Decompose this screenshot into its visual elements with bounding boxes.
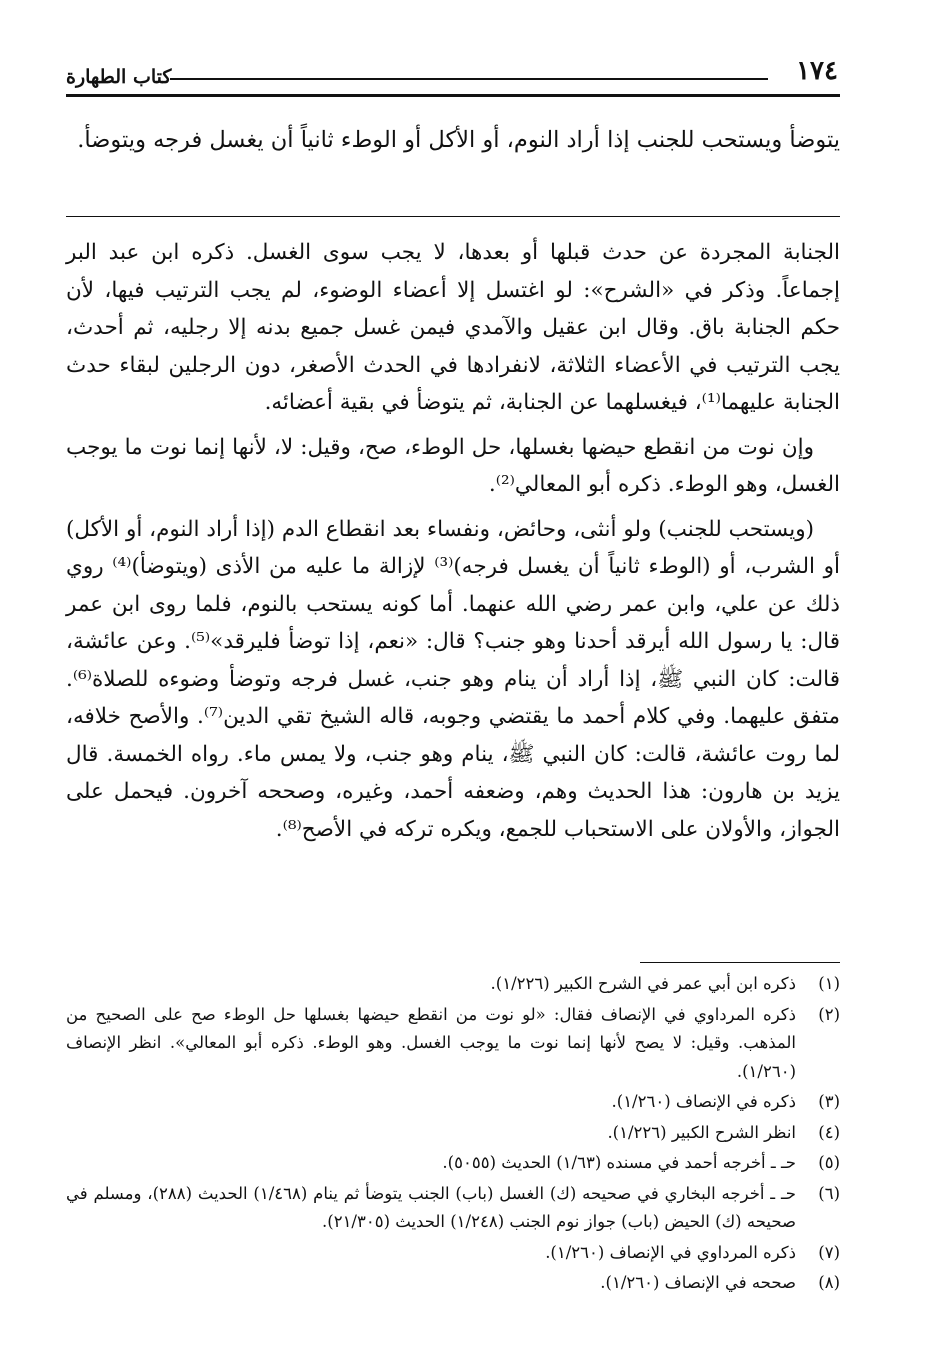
footnote: [66, 1269, 840, 1298]
footnote: [66, 970, 840, 999]
footnote: [66, 1001, 840, 1087]
footnote-text: ذكره المرداوي في الإنصاف فقال: «لو نوت من انقطع حيضها بغسلها حل الوطء صح على الصحيح من المذهب. وقيل: لا يصح لأنها إنما نوت ما يوجب الغسل. وهو الوطء. ذكره أبو المعالي». انظر الإنصاف (١/٢٦٠).: [66, 1004, 796, 1081]
section-divider: [66, 216, 840, 217]
commentary-paragraph: وإن نوت من انقطع حيضها بغسلها، حل الوطء، صح، وقيل: لا، لأنها إنما نوت ما يوجب الغسل، وهو الوطء. ذكره أبو المعالي⁽²⁾.: [66, 434, 840, 497]
footnote-number: (٥): [818, 1153, 840, 1172]
matn-paragraph: يتوضأ ويستحب للجنب إذا أراد النوم، أو الأكل أو الوطء ثانياً أن يغسل فرجه ويتوضأ.: [77, 127, 840, 153]
footnote-text: ذكره المرداوي في الإنصاف (١/٢٦٠).: [545, 1242, 796, 1262]
commentary-paragraph: (ويستحب للجنب) ولو أنثى، وحائض، ونفساء بعد انقطاع الدم (إذا أراد النوم، أو الأكل) أو الشرب، أو (الوطء ثانياً أن يغسل فرجه)⁽³⁾ لإزالة ما عليه من الأذى (ويتوضأ)⁽⁴⁾ روي ذلك عن علي، وابن عمر رضي الله عنهما. أما كونه يستحب بالنوم، فلما روى ابن عمر قال: يا رسول الله أيرقد أحدنا وهو جنب؟ قال: «نعم، إذا توضأ فليرقد»⁽⁵⁾. وعن عائشة، قالت: كان النبي ﷺ، إذا أراد أن ينام وهو جنب، غسل فرجه وتوضأ وضوءه للصلاة⁽⁶⁾. متفق عليهما. وفي كلام أحمد ما يقتضي وجوبه، قاله الشيخ تقي الدين⁽⁷⁾. والأصح خلافه، لما روت عائشة، قالت: كان النبي ﷺ، ينام وهو جنب، ولا يمس ماء. رواه الخمسة. قال يزيد بن هارون: هذا الحديث وهم، وضعفه أحمد، وغيره، وصححه آخرون. فيحمل على الجواز، والأولان على الاستحباب للجمع، ويكره تركه في الأصح⁽⁸⁾.: [66, 516, 840, 842]
footnote-divider: [640, 962, 840, 963]
page-header: [66, 56, 840, 96]
footnote-number: (٢): [818, 1004, 840, 1024]
matn-text: [66, 118, 840, 162]
footnote: [66, 1239, 840, 1268]
footnote-text: انظر الشرح الكبير (١/٢٢٦).: [607, 1122, 796, 1142]
commentary-paragraph: الجنابة المجردة عن حدث قبلها أو بعدها، لا يجب سوى الغسل. ذكره ابن عبد البر إجماعاً. وذكر في «الشرح»: لو اغتسل إلا أعضاء الوضوء، لم يجب الترتيب فيها، لأن حكم الجنابة باق. وقال ابن عقيل والآمدي فيمن غسل جميع بدنه إلا رجليه، ثم أحدث، يجب الترتيب في الأعضاء الثلاثة، لانفرادها في الحدث الأصغر، دون الرجلين لبقاء حدث الجنابة عليهما⁽¹⁾، فيغسلهما عن الجنابة، ثم يتوضأ في بقية أعضائه.: [66, 240, 840, 415]
footnote-text: ذكره في الإنصاف (١/٢٦٠).: [611, 1092, 796, 1111]
commentary-text: [66, 234, 840, 848]
footnote: [66, 1088, 840, 1117]
footnote-text: حـ ـ أخرجه أحمد في مسنده (١/٦٣) الحديث (٥٠٥٥).: [442, 1153, 796, 1172]
footnote: [66, 1119, 840, 1148]
footnote-number: (٨): [818, 1273, 840, 1292]
footnote-number: (١): [818, 974, 840, 993]
footnote-number: (٤): [818, 1122, 840, 1142]
page-number: ١٧٤: [796, 56, 838, 86]
footnote-number: (٦): [818, 1183, 840, 1203]
footnote-text: صححه في الإنصاف (١/٢٦٠).: [600, 1273, 796, 1292]
footnotes: [66, 970, 840, 1300]
footnote-number: (٧): [818, 1242, 840, 1262]
footnote-number: (٣): [818, 1092, 840, 1111]
footnote: [66, 1180, 840, 1237]
header-rule: [170, 78, 768, 80]
header-underline: [66, 94, 840, 97]
footnote: [66, 1149, 840, 1178]
footnote-text: حـ ـ أخرجه البخاري في صحيحه (ك) الغسل (باب) الجنب يتوضأ ثم ينام (١/٤٦٨) الحديث (٢٨٨)، ومسلم في صحيحه (ك) الحيض (باب) جواز نوم الجنب (١/٢٤٨) الحديث (٢١/٣٠٥).: [66, 1183, 796, 1231]
footnote-text: ذكره ابن أبي عمر في الشرح الكبير (١/٢٢٦).: [490, 974, 796, 993]
running-title: كتاب الطهارة: [66, 66, 172, 88]
